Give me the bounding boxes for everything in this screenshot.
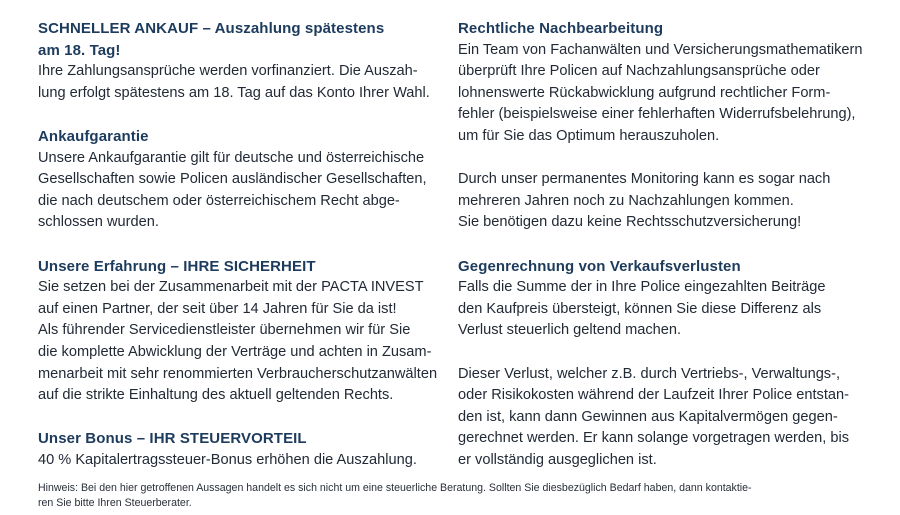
text-line: auf einen Partner, der seit über 14 Jahren für Sie da ist! [38,300,397,317]
paragraph-rechtliche-nachbearbeitung [458,40,883,148]
paragraph-bonus [38,450,438,472]
paragraph-monitoring [458,169,883,234]
text-line: Falls die Summe der in Ihre Police eingezahlten Beiträge [458,279,826,296]
text-line: die nach deutschem oder österreichischem Recht abge- [38,192,400,209]
text-line: lung erfolgt spätestens am 18. Tag auf das Konto Ihrer Wahl. [38,84,430,101]
text-line: Als führender Servicedienstleister übernehmen wir für Sie [38,322,411,339]
text-line: Durch unser permanentes Monitoring kann es sogar nach [458,171,831,188]
right-column [458,18,883,471]
text-line: schlossen wurden. [38,214,159,231]
paragraph-verlust [458,364,883,472]
section-erfahrung [38,256,438,407]
section-schneller-ankauf [38,18,438,104]
heading-erfahrung: Unsere Erfahrung – IHRE SICHERHEIT [38,257,316,275]
text-line: auf die strikte Einhaltung des aktuell geltenden Rechts. [38,387,394,404]
text-line: lohnenswerte Rückabwicklung aufgrund rechtlicher Form- [458,84,831,101]
text-line: 40 % Kapitalertragssteuer-Bonus erhöhen die Auszahlung. [38,451,417,468]
text-line: überprüft Ihre Policen auf Nachzahlungsansprüche oder [458,63,820,80]
text-line: Unsere Ankaufgarantie gilt für deutsche und österreichische [38,149,425,166]
text-line: Gesellschaften sowie Policen ausländischer Gesellschaften, [38,171,427,188]
text-line: er vollständig ausgeglichen ist. [458,451,657,468]
text-line: die komplette Abwicklung der Verträge und achten in Zusam- [38,343,432,360]
text-line: mehreren Jahren noch zu Nachzahlungen kommen. [458,192,794,209]
paragraph-erfahrung [38,277,438,407]
text-line: oder Risikokosten während der Laufzeit Ihrer Police entstan- [458,387,849,404]
paragraph-ankaufgarantie [38,148,438,234]
footnote-line: Hinweis: Bei den hier getroffenen Aussagen handelt es sich nicht um eine steuerliche Beratung. Sollten Sie diesbezüglich Bedarf haben, dann kontaktie- [38,482,752,494]
text-line: den Kaufpreis übersteigt, können Sie diese Differenz als [458,300,822,317]
text-line: um für Sie das Optimum herauszuholen. [458,127,720,144]
section-bonus [38,428,438,471]
paragraph-schneller-ankauf [38,61,438,104]
heading-rechtliche-nachbearbeitung: Rechtliche Nachbearbeitung [458,20,664,37]
heading-ankaufgarantie: Ankaufgarantie [38,127,149,145]
text-line: Sie setzen bei der Zusammenarbeit mit der PACTA INVEST [38,279,424,296]
text-line: gerechnet werden. Er kann solange vorgetragen werden, bis [458,430,850,447]
section-gegenrechnung [458,256,883,472]
heading-bonus: Unser Bonus – IHR STEUERVORTEIL [38,430,307,448]
text-line: Verlust steuerlich geltend machen. [458,322,682,339]
text-line: Ihre Zahlungsansprüche werden vorfinanziert. Die Auszah- [38,63,418,80]
heading-schneller-ankauf [38,18,438,61]
footnote-hinweis [38,481,858,510]
heading-gegenrechnung: Gegenrechnung von Verkaufsverlusten [458,257,741,275]
section-ankaufgarantie [38,126,438,234]
text-line: Ein Team von Fachanwälten und Versicherungsmathematikern [458,41,863,58]
left-column [38,18,438,471]
footnote-line: ren Sie bitte Ihren Steuerberater. [38,496,192,509]
text-line: fehler (beispielsweise einer fehlerhaften Widerrufsbelehrung), [458,106,856,123]
text-line: Sie benötigen dazu keine Rechtsschutzversicherung! [458,214,802,231]
paragraph-gegenrechnung [458,277,883,342]
text-line: menarbeit mit sehr renommierten Verbraucherschutzanwälten [38,365,438,382]
heading-line: am 18. Tag! [38,41,121,59]
text-line: Dieser Verlust, welcher z.B. durch Vertriebs-, Verwaltungs-, [458,365,841,382]
section-rechtliche-nachbearbeitung [458,18,883,234]
heading-line: SCHNELLER ANKAUF – Auszahlung spätestens [38,20,385,37]
text-line: den ist, kann dann Gewinnen aus Kapitalvermögen gegen- [458,408,838,425]
